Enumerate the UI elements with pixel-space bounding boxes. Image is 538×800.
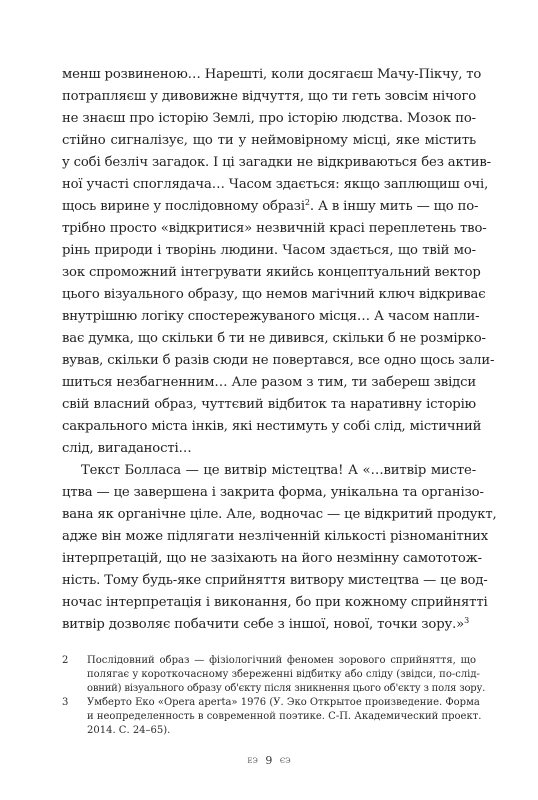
text-line: потрапляєш у дивовижне відчуття, що ти геть зовсім нічого: [62, 89, 476, 104]
text-segment: витвір дозволяє побачити себе з іншої, нової, точки зору.»: [62, 617, 465, 632]
text-line: рінь природи і творінь людини. Часом здається, що твій мо-: [62, 243, 476, 258]
footnote-3-cont: [62, 724, 476, 738]
text-line: внутрішню логіку спостережуваного місця… А часом напли-: [62, 309, 480, 324]
text-line: ває думка, що скільки б ти не дивився, скільки б не розмірко-: [62, 331, 486, 346]
text-line: адже він може підлягати незліченній кількості різноманітних: [62, 529, 489, 544]
footnote-text-line: 2014. С. 24–65).: [87, 725, 171, 736]
footnote-ref-3: 3: [464, 616, 470, 625]
page-number-footer: [0, 754, 538, 768]
text-line: ної участі споглядача… Часом здається: якщо заплющиш очі,: [62, 177, 489, 192]
footnote-number: 3: [62, 697, 69, 708]
footnote-text-line: полягає у короткочасному збереженні відбитку або сліду (звідси, по-слід-: [87, 669, 480, 680]
footnote-number: 2: [62, 655, 69, 666]
text-line: Текст Болласа — це витвір містецтва! А «…витвір мисте-: [81, 463, 476, 478]
text-segment: . А в іншу мить — що по-: [309, 199, 479, 214]
footnote-3: [62, 696, 480, 710]
text-line: у собі безліч загадок. І ці загадки не відкриваються без актив-: [62, 155, 491, 170]
footnote-3-cont: [62, 710, 482, 724]
footnote-2-cont: [62, 682, 486, 696]
text-line: ність. Тому будь-яке сприйняття витвору мистецтва — це вод-: [62, 573, 488, 588]
text-line: цього візуального образу, що немов магічний ключ відкриває: [62, 287, 486, 302]
text-line: вував, скільки б разів сюди не повертався, все одно щось зали-: [62, 353, 495, 368]
right-ornament: ЄЭ: [279, 757, 291, 765]
text-line: трібно просто «відкритися» незвичній красі переплетень тво-: [62, 221, 487, 236]
text-line: свій власний образ, чуттєвий відбиток та наративну історію: [62, 397, 476, 412]
footnote-ref-2: 2: [304, 198, 310, 207]
text-line: вана як органічне ціле. Але, водночас — це відкритий продукт,: [62, 507, 497, 522]
text-segment: щось вирине у послідовному образі: [62, 199, 305, 214]
page-number: 9: [265, 754, 273, 767]
text-line: слід, вигаданості…: [62, 441, 192, 456]
text-line: не знаєш про історію Землі, про історію людства. Мозок по-: [62, 111, 476, 126]
text-line: зок спроможний інтегрувати якийсь концептуальний вектор: [62, 265, 481, 280]
text-line: інтерпретацій, що не зазіхають на його незмінну самототож-: [62, 551, 482, 566]
footnote-text-line: Послідовний образ — фізіологічний феномен зорового сприйняття, що: [87, 655, 476, 666]
text-line-with-footnote-ref: [62, 196, 479, 218]
left-ornament: ЕЭ: [247, 757, 258, 765]
text-line: шиться незбагненним… Але разом з тим, ти забереш звідси: [62, 375, 476, 390]
footnote-text-line: овний) візуального образу об'єкту після зникнення цього об'єкту з поля зору.: [87, 683, 486, 694]
footnote-2-cont: [62, 668, 480, 682]
text-line: цтва — це завершена і закрита форма, унікальна та організо-: [62, 485, 484, 500]
text-line-with-footnote-ref: [62, 614, 476, 636]
text-line: менш розвиненою… Нарешті, коли досягаєш Мачу-Пікчу, то: [62, 67, 482, 82]
text-line: сакрального міста інків, які нестимуть у собі слід, містичний: [62, 419, 482, 434]
footnote-text-line: Умберто Еко «Opera aperta» 1976 (У. Эко Открытое произведение. Форма: [87, 697, 480, 708]
text-line: ночас інтерпретація і виконання, бо при кожному сприйнятті: [62, 595, 488, 610]
footnote-2: [62, 654, 476, 668]
text-line: стійно сигналізує, що ти у неймовірному місці, яке містить: [62, 133, 476, 148]
footnote-text-line: и неопределенность в современной поэтике. С-П. Академический проект.: [87, 711, 482, 722]
